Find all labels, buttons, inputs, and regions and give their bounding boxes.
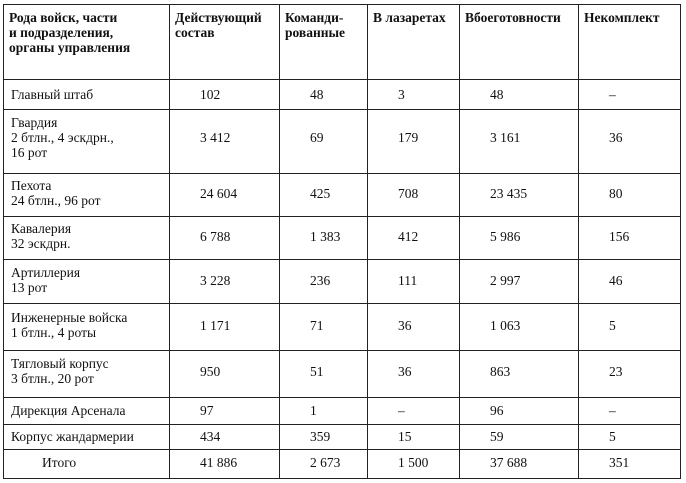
row-name: Гвардия 2 бтлн., 4 эскдрн., 16 рот <box>4 109 170 173</box>
cell-combat-ready: 37 688 <box>460 450 579 479</box>
cell-seconded: 1 383 <box>280 216 368 259</box>
cell-shortage: 5 <box>579 304 681 351</box>
cell-active-strength: 3 412 <box>170 109 280 173</box>
cell-shortage: 5 <box>579 424 681 450</box>
table-row <box>4 109 681 173</box>
row-name: Кавалерия 32 эскдрн. <box>4 216 170 259</box>
cell-seconded: 425 <box>280 173 368 216</box>
cell-combat-ready: 863 <box>460 351 579 398</box>
cell-combat-ready: 3 161 <box>460 109 579 173</box>
cell-combat-ready: 59 <box>460 424 579 450</box>
table-row <box>4 173 681 216</box>
table-row <box>4 398 681 425</box>
header-shortage: Некомплект <box>579 5 681 80</box>
cell-seconded: 71 <box>280 304 368 351</box>
row-name: Главный штаб <box>4 80 170 110</box>
cell-seconded: 236 <box>280 259 368 304</box>
cell-active-strength: 950 <box>170 351 280 398</box>
cell-in-hospitals: 36 <box>368 304 460 351</box>
cell-combat-ready: 2 997 <box>460 259 579 304</box>
header-active-strength: Действующий состав <box>170 5 280 80</box>
cell-combat-ready: 23 435 <box>460 173 579 216</box>
cell-shortage: 36 <box>579 109 681 173</box>
cell-seconded: 1 <box>280 398 368 425</box>
cell-shortage: – <box>579 80 681 110</box>
cell-shortage: 156 <box>579 216 681 259</box>
cell-shortage: 351 <box>579 450 681 479</box>
cell-combat-ready: 48 <box>460 80 579 110</box>
cell-in-hospitals: 1 500 <box>368 450 460 479</box>
row-name: Пехота 24 бтлн., 96 рот <box>4 173 170 216</box>
cell-shortage: 46 <box>579 259 681 304</box>
cell-seconded: 48 <box>280 80 368 110</box>
troop-strength-table <box>3 4 681 479</box>
cell-in-hospitals: – <box>368 398 460 425</box>
cell-seconded: 69 <box>280 109 368 173</box>
cell-in-hospitals: 3 <box>368 80 460 110</box>
cell-seconded: 51 <box>280 351 368 398</box>
header-seconded: Команди- рованные <box>280 5 368 80</box>
cell-active-strength: 102 <box>170 80 280 110</box>
header-combat-ready: Вбоеготовности <box>460 5 579 80</box>
cell-in-hospitals: 36 <box>368 351 460 398</box>
cell-combat-ready: 5 986 <box>460 216 579 259</box>
table-row <box>4 80 681 110</box>
cell-active-strength: 3 228 <box>170 259 280 304</box>
cell-active-strength: 1 171 <box>170 304 280 351</box>
row-name: Артиллерия 13 рот <box>4 259 170 304</box>
header-in-hospitals: В лазаретах <box>368 5 460 80</box>
row-name-total: Итого <box>4 450 170 479</box>
cell-shortage: 80 <box>579 173 681 216</box>
header-row <box>4 5 681 80</box>
table-row <box>4 304 681 351</box>
cell-in-hospitals: 111 <box>368 259 460 304</box>
total-row <box>4 450 681 479</box>
cell-in-hospitals: 708 <box>368 173 460 216</box>
cell-active-strength: 434 <box>170 424 280 450</box>
table-row <box>4 351 681 398</box>
cell-active-strength: 24 604 <box>170 173 280 216</box>
cell-shortage: – <box>579 398 681 425</box>
cell-in-hospitals: 15 <box>368 424 460 450</box>
cell-in-hospitals: 179 <box>368 109 460 173</box>
cell-seconded: 2 673 <box>280 450 368 479</box>
row-name: Дирекция Арсенала <box>4 398 170 425</box>
cell-active-strength: 6 788 <box>170 216 280 259</box>
cell-active-strength: 97 <box>170 398 280 425</box>
cell-seconded: 359 <box>280 424 368 450</box>
row-name: Тягловый корпус 3 бтлн., 20 рот <box>4 351 170 398</box>
table-row <box>4 259 681 304</box>
cell-shortage: 23 <box>579 351 681 398</box>
table-row <box>4 424 681 450</box>
cell-active-strength: 41 886 <box>170 450 280 479</box>
header-units: Рода войск, части и подразделения, органы управления <box>4 5 170 80</box>
row-name: Корпус жандармерии <box>4 424 170 450</box>
table-row <box>4 216 681 259</box>
cell-combat-ready: 96 <box>460 398 579 425</box>
cell-combat-ready: 1 063 <box>460 304 579 351</box>
row-name: Инженерные войска 1 бтлн., 4 роты <box>4 304 170 351</box>
cell-in-hospitals: 412 <box>368 216 460 259</box>
